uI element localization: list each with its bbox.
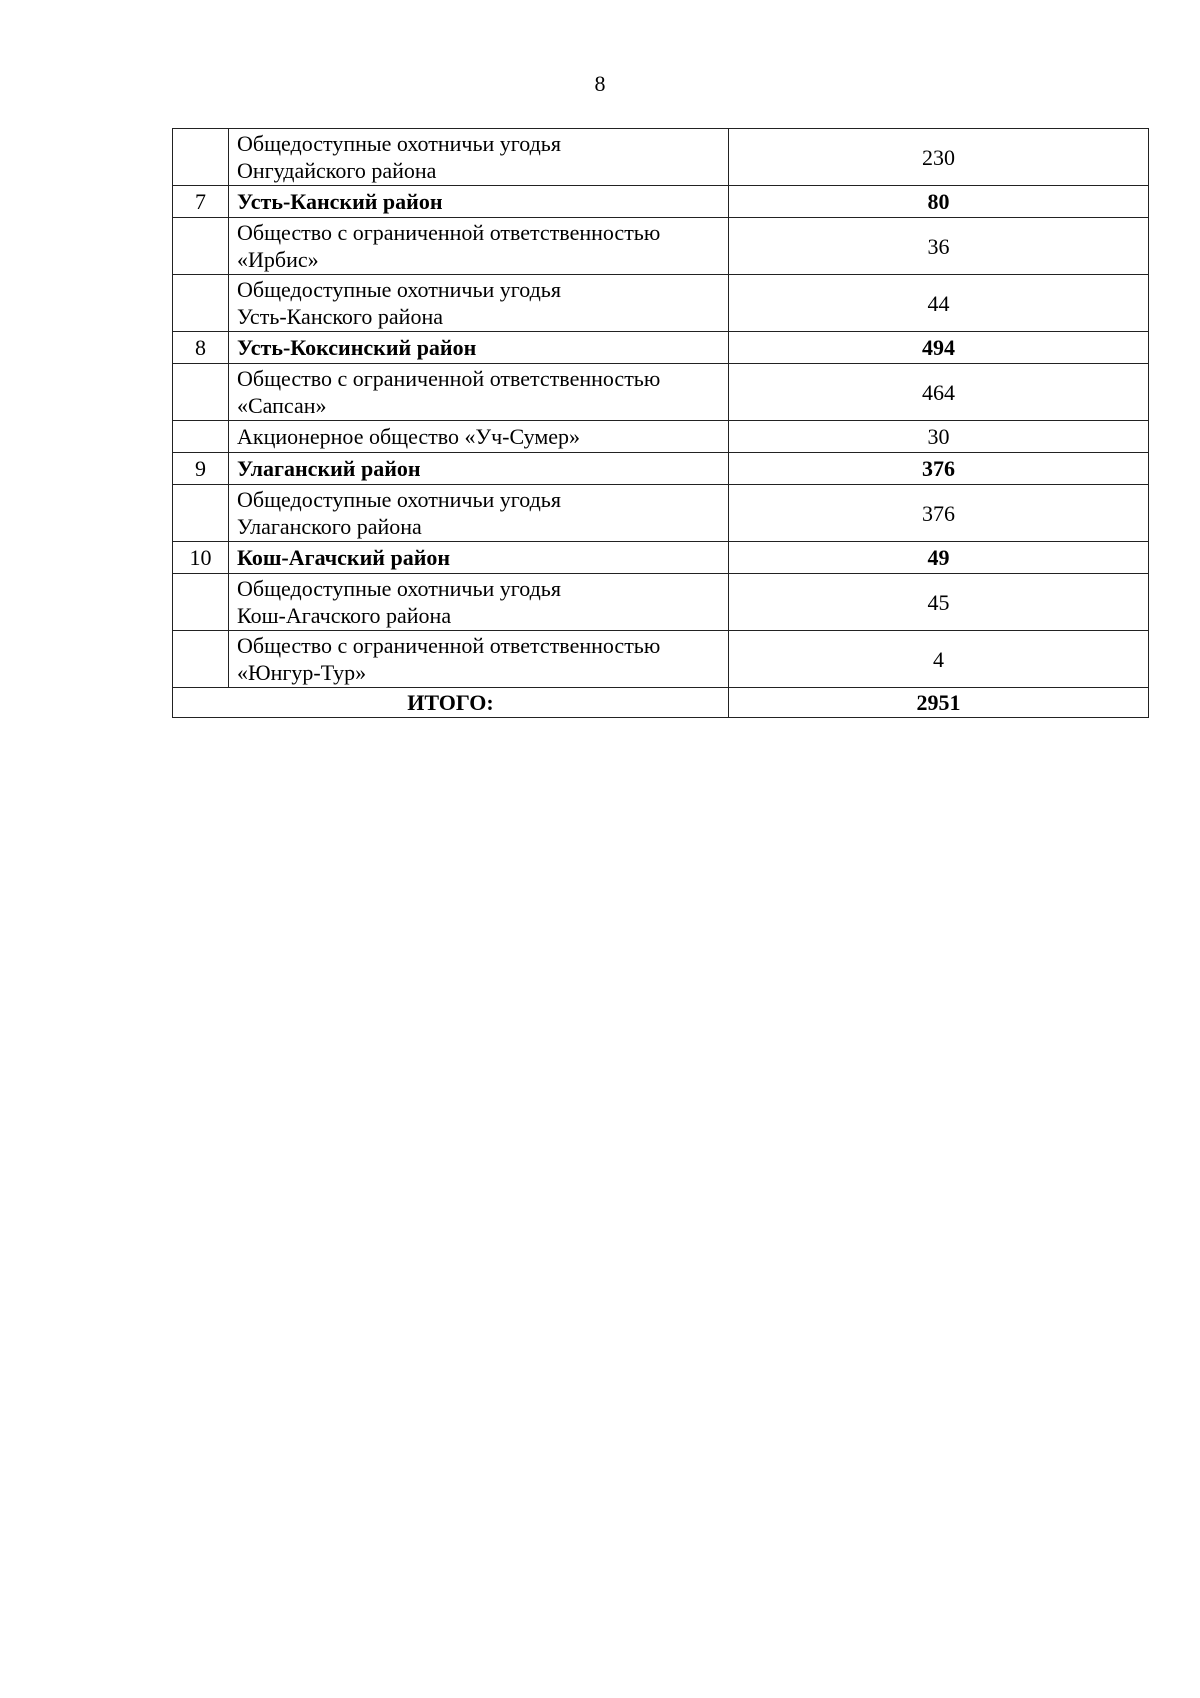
- district-row: [173, 332, 1149, 364]
- row-number: [173, 574, 229, 631]
- row-name-line1: Общедоступные охотничьи угодья: [237, 277, 561, 302]
- row-name-line1: Общедоступные охотничьи угодья: [237, 131, 561, 156]
- row-number: [173, 218, 229, 275]
- table-row: [173, 364, 1149, 421]
- row-number: 8: [173, 332, 229, 364]
- row-value: 36: [729, 218, 1149, 275]
- table-body: [173, 129, 1149, 718]
- row-name: [229, 275, 729, 332]
- district-row: [173, 453, 1149, 485]
- row-value: 464: [729, 364, 1149, 421]
- table-row: [173, 275, 1149, 332]
- row-name-line1: Общедоступные охотничьи угодья: [237, 576, 561, 601]
- row-number: 10: [173, 542, 229, 574]
- row-value: 230: [729, 129, 1149, 186]
- district-value: 494: [729, 332, 1149, 364]
- row-name-line1: Общество с ограниченной ответственностью: [237, 220, 661, 245]
- row-number: [173, 421, 229, 453]
- row-name: [229, 485, 729, 542]
- row-value: 44: [729, 275, 1149, 332]
- row-name-line2: «Сапсан»: [237, 393, 327, 418]
- page-number: 8: [594, 71, 606, 96]
- table-row: [173, 218, 1149, 275]
- row-number: [173, 275, 229, 332]
- district-row: [173, 186, 1149, 218]
- row-name: Акционерное общество «Уч-Сумер»: [229, 421, 729, 453]
- row-name: [229, 364, 729, 421]
- district-name: Кош-Агачский район: [229, 542, 729, 574]
- district-name: Усть-Канский район: [229, 186, 729, 218]
- row-name: [229, 129, 729, 186]
- table-row: [173, 485, 1149, 542]
- row-name: [229, 631, 729, 688]
- district-value: 376: [729, 453, 1149, 485]
- district-value: 49: [729, 542, 1149, 574]
- total-label: ИТОГО:: [173, 688, 729, 718]
- district-row: [173, 542, 1149, 574]
- total-value: 2951: [729, 688, 1149, 718]
- district-value: 80: [729, 186, 1149, 218]
- total-row: [173, 688, 1149, 718]
- row-name-line1: Общество с ограниченной ответственностью: [237, 633, 661, 658]
- row-name-line2: Онгудайского района: [237, 158, 437, 183]
- table-row: [173, 574, 1149, 631]
- row-number: [173, 364, 229, 421]
- row-name: [229, 574, 729, 631]
- hunting-grounds-table: [172, 128, 1149, 718]
- row-name-line2: Улаганского района: [237, 514, 422, 539]
- row-value: 376: [729, 485, 1149, 542]
- row-name-line2: Усть-Канского района: [237, 304, 443, 329]
- row-number: 7: [173, 186, 229, 218]
- row-number: [173, 631, 229, 688]
- row-name-line1: Общество с ограниченной ответственностью: [237, 366, 661, 391]
- table-row: [173, 631, 1149, 688]
- row-name-line2: «Ирбис»: [237, 247, 319, 272]
- row-name-line1: Общедоступные охотничьи угодья: [237, 487, 561, 512]
- row-value: 4: [729, 631, 1149, 688]
- row-number: 9: [173, 453, 229, 485]
- row-name: [229, 218, 729, 275]
- row-name-line2: Кош-Агачского района: [237, 603, 452, 628]
- row-value: 30: [729, 421, 1149, 453]
- district-name: Усть-Коксинский район: [229, 332, 729, 364]
- table-row: [173, 129, 1149, 186]
- row-value: 45: [729, 574, 1149, 631]
- row-name-line2: «Юнгур-Тур»: [237, 660, 367, 685]
- row-number: [173, 129, 229, 186]
- district-name: Улаганский район: [229, 453, 729, 485]
- row-number: [173, 485, 229, 542]
- table-row: [173, 421, 1149, 453]
